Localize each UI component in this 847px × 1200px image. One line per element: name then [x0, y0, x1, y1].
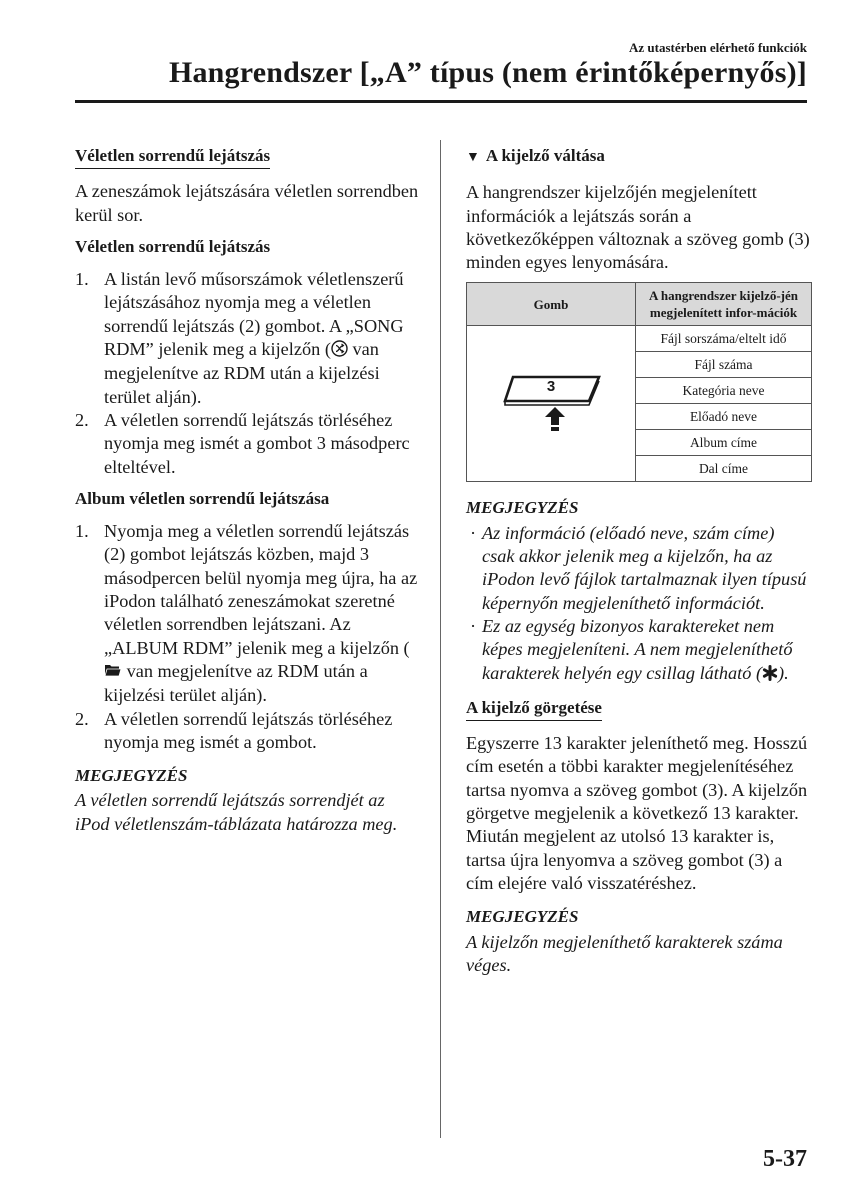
display-switch-heading: [466, 144, 811, 169]
section-heading-random-play: Véletlen sorrendű lejátszás: [75, 144, 270, 169]
album-random-steps: [75, 520, 420, 754]
chapter-title: Hangrendszer [„A” típus (nem érintőképernyős)]: [168, 56, 807, 89]
left-column: [75, 144, 420, 842]
table-cell-info: Album címe: [636, 430, 812, 456]
table-header-row: [467, 283, 812, 326]
display-info-table: [466, 282, 812, 482]
right-column: [466, 144, 811, 983]
random-play-steps: [75, 268, 420, 479]
table-cell-info: Kategória neve: [636, 378, 812, 404]
step-number: 1.: [75, 521, 89, 542]
table-cell-info: Előadó neve: [636, 404, 812, 430]
asterisk-icon: [762, 666, 778, 683]
note-list: [466, 522, 811, 686]
table-cell-info: Fájl sorszáma/eltelt idő: [636, 326, 812, 352]
step-text: A listán levő műsorszámok véletlenszerű lejátszásához nyomja meg a véletlen sorrendű lejátszás (2) gombot. A „SONG RDM” jelenik meg a kijelzőn (: [104, 269, 404, 360]
note-item-text-cont: ).: [778, 662, 789, 683]
step-text-cont: van megjelenítve az RDM után a kijelzési terület alján).: [104, 660, 368, 706]
note-text: A kijelzőn megjeleníthető karakterek száma véges.: [466, 931, 783, 975]
step-text: Nyomja meg a véletlen sorrendű lejátszás (2) gombot lejátszás közben, majd 3 másodpercen belül nyomja meg újra, ha az iPodon található zeneszámokat szeretné véletlen sorrendben lejátszani. Az „ALBUM RDM” jelenik meg a kijelzőn (: [104, 521, 418, 658]
list-item: [466, 615, 811, 686]
shuffle-icon: [331, 342, 348, 359]
triangle-down-icon: ▼: [466, 150, 480, 165]
note-title: MEGJEGYZÉS: [466, 498, 579, 518]
display-switch-intro: A hangrendszer kijelzőjén megjelenített információk a lejátszás során a következőképpen változnak a szöveg gomb (3) minden egyes lenyomására.: [466, 182, 810, 273]
table-cell-info: Dal címe: [636, 456, 812, 482]
list-item: [75, 268, 420, 409]
table-row: [467, 326, 812, 352]
step-number: 1.: [75, 269, 89, 290]
step-text: A véletlen sorrendű lejátszás törléséhez nyomja meg ismét a gombot 3 másodperc elteltével.: [104, 409, 410, 477]
list-item: [466, 522, 811, 615]
scroll-text: Egyszerre 13 karakter jeleníthető meg. Hosszú cím esetén a többi karakter megjelenítéséhez tartsa nyomva a szöveg gombot (3). A kijelzőn görgetve megjelenik a következő 13 karakter. Miután megjelent az utolsó 13 karakter is, tartsa újra lenyomva a szöveg gombot (3) a cím elejére való visszatéréshez.: [466, 733, 808, 893]
note-item-text: Ez az egység bizonyos karaktereket nem képes megjeleníteni. A nem megjeleníthető karakterek helyén egy csillag látható (: [482, 615, 793, 683]
note-text: A véletlen sorrendű lejátszás sorrendjét az iPod véletlenszám-táblázata határozza meg.: [75, 790, 398, 834]
table-cell-info: Fájl száma: [636, 352, 812, 378]
running-head: Az utastérben elérhető funkciók: [628, 40, 807, 55]
bullet: ·: [470, 615, 477, 636]
subheading-random-play: Véletlen sorrendű lejátszás: [75, 236, 271, 256]
folder-icon: [104, 664, 122, 681]
note-title: MEGJEGYZÉS: [466, 907, 579, 927]
display-switch-heading-text: A kijelző váltása: [485, 146, 605, 165]
header-rule: [75, 100, 807, 103]
subheading-album-random: Album véletlen sorrendű lejátszása: [75, 488, 330, 508]
random-play-intro: A zeneszámok lejátszására véletlen sorrendben kerül sor.: [75, 181, 419, 225]
scroll-heading: A kijelző görgetése: [466, 696, 602, 721]
button-label: 3: [546, 377, 556, 395]
button-illustration-cell: [467, 326, 636, 482]
step-text: A véletlen sorrendű lejátszás törléséhez nyomja meg ismét a gombot.: [104, 708, 393, 752]
list-item: [75, 708, 420, 755]
up-arrow-icon: [545, 407, 565, 431]
page-number: 5-37: [763, 1146, 807, 1172]
note-title: MEGJEGYZÉS: [75, 766, 188, 786]
table-header-button: Gomb: [467, 283, 636, 326]
note-item-text: Az információ (előadó neve, szám címe) csak akkor jelenik meg a kijelzőn, ha az iPodon levő fájlok tartalmaznak ilyen típusú képernyőn megjeleníthető információt.: [482, 522, 807, 613]
table-header-info: A hangrendszer kijelző-jén megjelenített infor-mációk: [636, 283, 812, 326]
step-number: 2.: [75, 708, 89, 729]
bullet: ·: [470, 522, 477, 543]
step-number: 2.: [75, 409, 89, 430]
list-item: [75, 409, 420, 479]
column-divider: [440, 140, 441, 1138]
step-text-cont: van megjelenítve az RDM után a kijelzési terület alján).: [104, 339, 380, 407]
list-item: [75, 520, 420, 707]
text-button-illustration: [501, 373, 601, 435]
